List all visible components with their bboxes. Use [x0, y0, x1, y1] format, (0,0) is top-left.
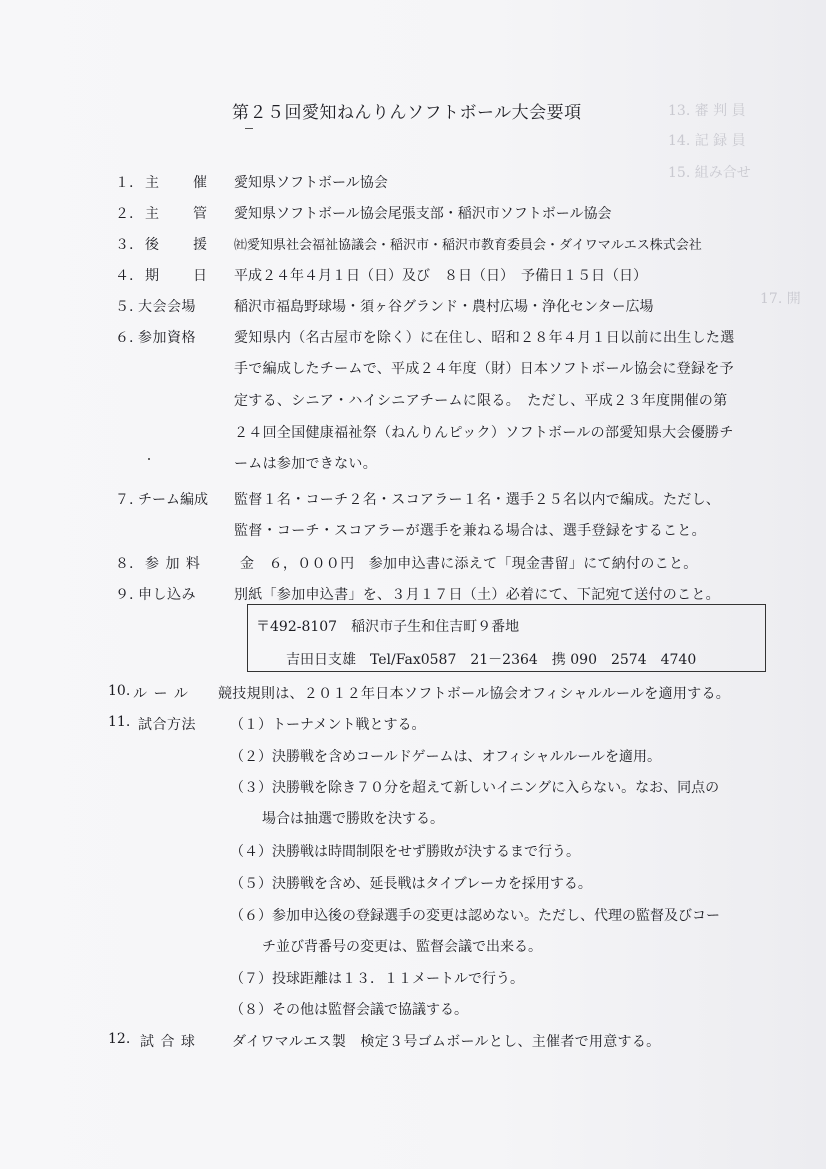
item-content: 愛知県内（名古屋市を除く）に在住し、昭和２８年４月１日以前に出生した選 — [234, 330, 735, 346]
item-content: 金 ６，０００円 参加申込書に添えて「現金書留」にて納付のこと。 — [240, 556, 698, 572]
item-number: ４. — [115, 268, 134, 284]
item-label: 試 合 球 — [140, 1034, 196, 1050]
rule-text: 参加申込後の登録選手の変更は認めない。ただし、代理の監督及びコー — [272, 908, 720, 924]
rule-number: （１） — [230, 717, 272, 733]
item-content: 手で編成したチームで、平成２４年度（財）日本ソフトボール協会に登録を予 — [234, 361, 734, 377]
rule-text: 場合は抽選で勝敗を決する。 — [262, 811, 444, 827]
item-content: 稲沢市福島野球場・須ヶ谷グランド・農村広場・浄化センター広場 — [234, 299, 654, 315]
item-label: 主 催 — [145, 175, 209, 191]
rule-number: （３） — [230, 780, 272, 796]
item-label: 大会会場 — [138, 299, 196, 315]
rule-text: 決勝戦を含めコールドゲームは、オフィシャルルールを適用。 — [272, 749, 661, 765]
item-number: ９. — [115, 587, 134, 603]
item-content: ダイワマルエス製 検定３号ゴムボールとし、主催者で用意する。 — [232, 1034, 661, 1050]
rule-number: （６） — [230, 908, 272, 924]
item-number: ６. — [115, 330, 134, 346]
item-number: 10. — [108, 683, 131, 699]
item-number: １. — [115, 175, 134, 191]
rule-number: （８） — [230, 1002, 272, 1018]
item-label: 参 加 料 — [145, 556, 201, 572]
pen-mark — [245, 128, 253, 129]
speck — [148, 458, 150, 460]
contact-line: 吉田日支雄 Tel/Fax0587 21－2364 携 090 2574 4740 — [286, 652, 697, 668]
item-label: 主 管 — [145, 206, 209, 222]
bleed-text: 14. 記 録 員 — [668, 133, 746, 149]
item-content: ームは参加できない。 — [234, 456, 377, 472]
item-number: ２. — [115, 206, 134, 222]
rule-number: （４） — [230, 844, 272, 860]
item-content: 監督・コーチ・スコアラーが選手を兼ねる場合は、選手登録をすること。 — [234, 523, 706, 539]
item-label: ル ー ル — [133, 686, 189, 702]
item-label: 申し込み — [138, 587, 196, 603]
item-number: ７. — [115, 492, 134, 508]
item-number: ５. — [115, 299, 134, 315]
document-title: 第２５回愛知ねんりんソフトボール大会要項 — [232, 103, 582, 123]
rule-text: 決勝戦を除き７０分を超えて新しいイニングに入らない。なお、同点の — [272, 780, 720, 796]
rule-text: 決勝戦は時間制限をせず勝敗が決するまで行う。 — [272, 844, 580, 860]
item-content: 競技規則は、２０１２年日本ソフトボール協会オフィシャルルールを適用する。 — [218, 686, 731, 702]
item-number: 12. — [108, 1031, 131, 1047]
item-content: 平成２４年４月１日（日）及び ８日（日） 予備日１５日（日） — [234, 268, 647, 284]
rule-text: チ並び背番号の変更は、監督会議で出来る。 — [262, 939, 542, 955]
rule-text: 決勝戦を含め、延長戦はタイブレーカを採用する。 — [272, 876, 592, 892]
item-label: チーム編成 — [138, 492, 208, 508]
rule-number: （７） — [230, 971, 272, 987]
item-content: 別紙「参加申込書」を、３月１７日（土）必着にて、下記宛て送付のこと。 — [234, 587, 720, 603]
item-label: 後 援 — [145, 237, 209, 253]
item-number: ８. — [115, 556, 134, 572]
item-content: 愛知県ソフトボール協会尾張支部・稲沢市ソフトボール協会 — [234, 206, 612, 222]
item-content: 愛知県ソフトボール協会 — [234, 175, 388, 191]
item-label: 参加資格 — [138, 330, 196, 346]
rule-number: （２） — [230, 749, 272, 765]
rule-text: トーナメント戦とする。 — [272, 717, 426, 733]
bleed-text: 13. 審 判 員 — [668, 103, 746, 119]
bleed-text: 17. 開 — [760, 291, 801, 307]
item-number: 11. — [108, 714, 131, 730]
rule-text: 投球距離は１３．１１メートルで行う。 — [272, 971, 524, 987]
item-number: ３. — [115, 237, 134, 253]
item-content: ㈳愛知県社会福祉協議会・稲沢市・稲沢市教育委員会・ダイワマルエス株式会社 — [234, 238, 702, 253]
item-content: ２４回全国健康福祉祭（ねんりんピック）ソフトボールの部愛知県大会優勝チ — [234, 425, 734, 441]
bleed-text: 15. 組み合せ — [668, 165, 751, 181]
item-content: 監督１名・コーチ２名・スコアラー１名・選手２５名以内で編成。ただし、 — [234, 492, 721, 508]
item-label: 試合方法 — [138, 717, 196, 733]
address-line: 〒492-8107 稲沢市子生和住吉町９番地 — [256, 619, 520, 635]
item-content: 定する、シニア・ハイシニアチームに限る。 ただし、平成２３年度開催の第 — [234, 393, 728, 409]
rule-text: その他は監督会議で協議する。 — [272, 1002, 468, 1018]
item-label: 期 日 — [145, 268, 209, 284]
rule-number: （５） — [230, 876, 272, 892]
